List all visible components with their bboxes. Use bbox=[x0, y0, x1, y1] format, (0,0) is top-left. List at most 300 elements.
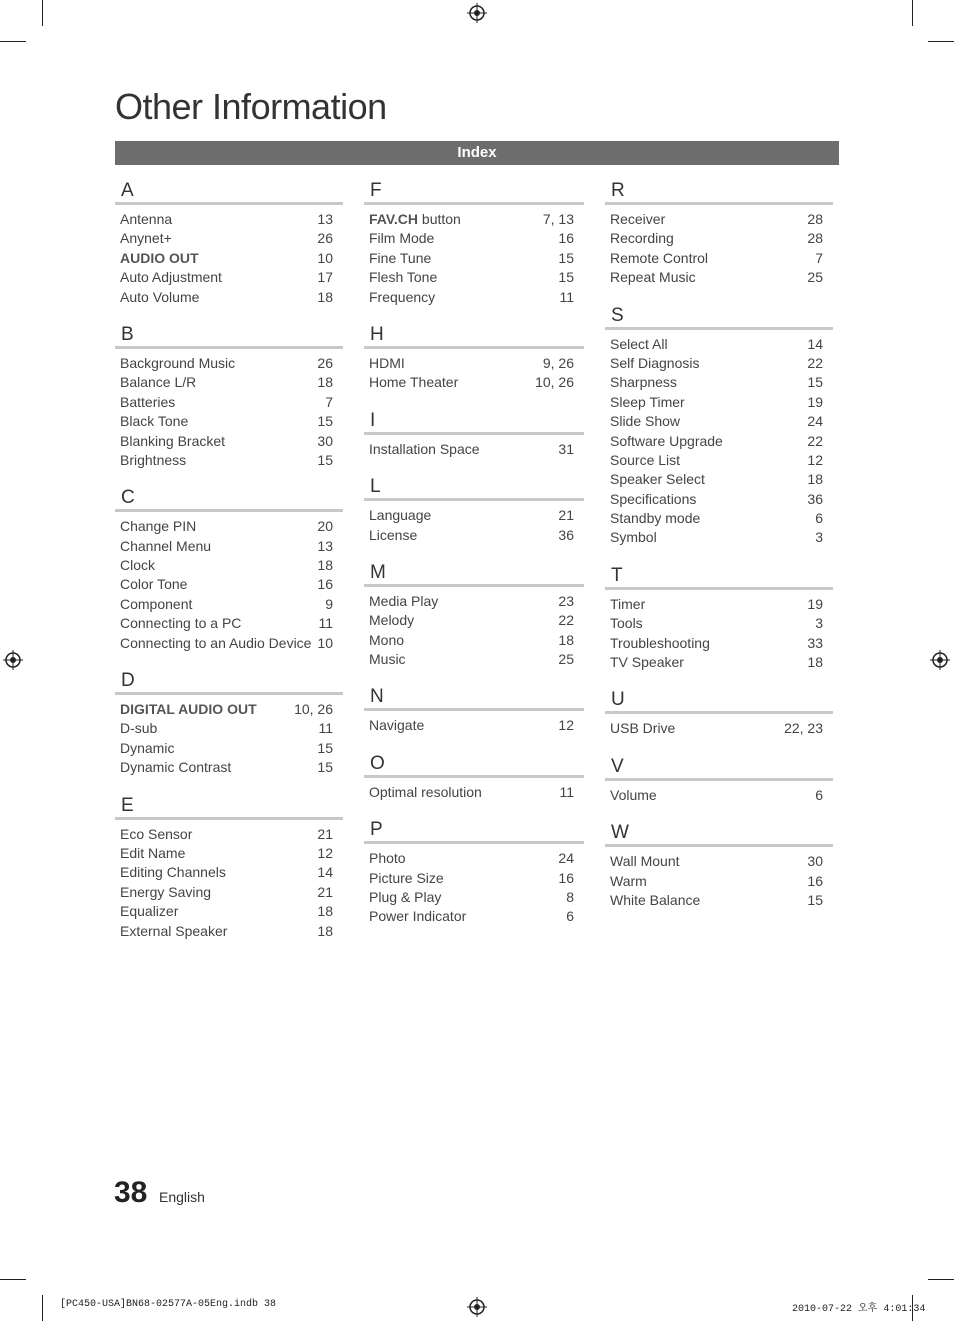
index-entry bbox=[605, 268, 833, 287]
index-entry bbox=[605, 210, 833, 229]
index-entry bbox=[364, 373, 584, 392]
index-entry bbox=[605, 653, 833, 672]
index-term-wrap bbox=[120, 844, 185, 863]
index-term-wrap bbox=[120, 517, 196, 536]
index-term-wrap bbox=[610, 852, 680, 871]
index-page-ref: 10 bbox=[317, 249, 333, 266]
index-entry bbox=[605, 373, 833, 392]
index-letter-heading: F bbox=[364, 180, 584, 205]
index-term: Volume bbox=[610, 786, 657, 803]
index-entry bbox=[115, 614, 343, 633]
index-letter-heading: W bbox=[605, 822, 833, 847]
crop-mark bbox=[928, 41, 954, 42]
index-letter-heading: T bbox=[605, 565, 833, 590]
index-term: License bbox=[369, 526, 418, 543]
index-term-wrap bbox=[369, 373, 458, 392]
index-page-ref: 28 bbox=[807, 230, 823, 247]
index-term-wrap bbox=[369, 249, 431, 268]
index-page-ref: 33 bbox=[807, 634, 823, 651]
index-group bbox=[364, 562, 584, 670]
index-term: Auto Adjustment bbox=[120, 269, 222, 286]
index-letter-heading: B bbox=[115, 324, 343, 349]
index-page-ref: 36 bbox=[807, 490, 823, 507]
index-page-ref: 15 bbox=[807, 374, 823, 391]
index-page-ref: 18 bbox=[317, 374, 333, 391]
index-entry bbox=[364, 783, 584, 802]
index-page-ref: 16 bbox=[807, 872, 823, 889]
index-group bbox=[364, 324, 584, 393]
index-page-ref: 18 bbox=[317, 903, 333, 920]
index-page-ref: 12 bbox=[558, 717, 574, 734]
index-term: Fine Tune bbox=[369, 249, 432, 266]
index-term: Home Theater bbox=[369, 374, 459, 391]
index-term: Batteries bbox=[120, 393, 176, 410]
index-term: Recording bbox=[610, 230, 674, 247]
index-page-ref: 13 bbox=[317, 211, 333, 227]
index-page-ref: 11 bbox=[559, 783, 574, 800]
index-entry bbox=[115, 883, 343, 902]
index-term-wrap bbox=[369, 354, 405, 373]
index-page-ref: 11 bbox=[318, 615, 333, 632]
index-term-wrap bbox=[120, 614, 241, 633]
index-page-ref: 28 bbox=[807, 211, 823, 227]
index-entry bbox=[605, 719, 833, 738]
index-term-wrap bbox=[369, 288, 435, 307]
index-term: Channel Menu bbox=[120, 537, 212, 554]
index-term-wrap bbox=[610, 719, 675, 738]
index-term-wrap bbox=[610, 393, 685, 412]
index-term-wrap bbox=[610, 528, 657, 547]
index-term-wrap bbox=[120, 595, 192, 614]
index-term: Balance L/R bbox=[120, 374, 197, 391]
index-page-ref: 15 bbox=[807, 891, 823, 908]
index-entry bbox=[364, 888, 584, 907]
index-term: HDMI bbox=[369, 354, 405, 371]
index-page-ref: 26 bbox=[317, 354, 333, 371]
index-term-wrap bbox=[369, 783, 482, 802]
index-term-wrap bbox=[120, 863, 226, 882]
index-page-ref: 21 bbox=[558, 507, 574, 524]
index-term-wrap bbox=[610, 614, 643, 633]
index-letter-heading: R bbox=[605, 180, 833, 205]
index-term-wrap bbox=[610, 432, 723, 451]
index-page-ref: 3 bbox=[815, 615, 823, 632]
index-column-2 bbox=[364, 180, 584, 944]
index-entry bbox=[605, 528, 833, 547]
index-term-wrap bbox=[369, 907, 466, 926]
index-entry bbox=[364, 229, 584, 248]
index-term-wrap bbox=[120, 354, 235, 373]
index-entry bbox=[364, 592, 584, 611]
index-group bbox=[605, 689, 833, 738]
index-entry bbox=[605, 393, 833, 412]
index-entry bbox=[605, 412, 833, 431]
index-page-ref: 13 bbox=[317, 537, 333, 554]
index-term-wrap bbox=[610, 634, 710, 653]
index-page-ref: 9 bbox=[325, 595, 333, 612]
index-term: White Balance bbox=[610, 891, 701, 908]
index-term: Flesh Tone bbox=[369, 269, 438, 286]
index-term: Sleep Timer bbox=[610, 393, 685, 410]
index-term: DIGITAL AUDIO OUT bbox=[120, 701, 257, 718]
index-term-wrap bbox=[120, 432, 225, 451]
index-entry bbox=[115, 288, 343, 307]
index-entry bbox=[605, 249, 833, 268]
index-letter-heading: I bbox=[364, 410, 584, 435]
index-entry bbox=[115, 634, 343, 653]
index-term-wrap bbox=[610, 653, 684, 672]
index-term-wrap bbox=[120, 719, 157, 738]
index-page-ref: 10, 26 bbox=[535, 374, 574, 391]
index-term: Specifications bbox=[610, 490, 697, 507]
index-page-ref: 31 bbox=[558, 440, 574, 457]
index-page-ref: 18 bbox=[807, 654, 823, 671]
index-page-ref: 6 bbox=[815, 510, 823, 527]
index-letter-heading: N bbox=[364, 686, 584, 711]
index-term: Clock bbox=[120, 557, 156, 574]
index-term: Receiver bbox=[610, 211, 666, 227]
index-entry bbox=[364, 506, 584, 525]
index-term: Language bbox=[369, 507, 432, 524]
index-term: Installation Space bbox=[369, 440, 480, 457]
index-term: FAV.CH bbox=[369, 211, 419, 227]
index-entry bbox=[605, 595, 833, 614]
index-page-ref: 19 bbox=[807, 393, 823, 410]
index-page-ref: 7, 13 bbox=[542, 211, 574, 227]
index-term-wrap bbox=[120, 825, 192, 844]
index-group bbox=[364, 753, 584, 802]
index-entry bbox=[115, 739, 343, 758]
index-letter-heading: U bbox=[605, 689, 833, 714]
index-term-wrap bbox=[369, 869, 444, 888]
index-page-ref: 7 bbox=[325, 393, 333, 410]
index-page-ref: 25 bbox=[807, 269, 823, 286]
index-page-ref: 36 bbox=[558, 526, 574, 543]
index-group bbox=[115, 795, 343, 941]
index-page-ref: 18 bbox=[558, 631, 574, 648]
index-term-wrap bbox=[610, 249, 708, 268]
index-term-wrap bbox=[120, 393, 175, 412]
index-page-ref: 18 bbox=[317, 557, 333, 574]
index-term-wrap bbox=[120, 451, 186, 470]
index-page-ref: 25 bbox=[558, 651, 574, 668]
index-term-wrap bbox=[369, 229, 434, 248]
index-entry bbox=[364, 526, 584, 545]
index-entry bbox=[115, 249, 343, 268]
index-term: TV Speaker bbox=[610, 654, 684, 671]
index-entry bbox=[364, 249, 584, 268]
index-entry bbox=[115, 922, 343, 941]
index-entry bbox=[364, 849, 584, 868]
index-entry bbox=[364, 210, 584, 229]
index-term: Antenna bbox=[120, 211, 173, 227]
index-entry bbox=[364, 268, 584, 287]
index-term: Media Play bbox=[369, 592, 439, 609]
index-entry bbox=[115, 700, 343, 719]
index-page-ref: 23 bbox=[558, 592, 574, 609]
index-term: Change PIN bbox=[120, 518, 197, 535]
index-page-ref: 21 bbox=[317, 825, 333, 842]
index-entry bbox=[605, 451, 833, 470]
index-term-wrap bbox=[120, 883, 211, 902]
index-term-wrap bbox=[369, 631, 404, 650]
index-group bbox=[605, 822, 833, 910]
index-group bbox=[605, 565, 833, 673]
index-entry bbox=[115, 537, 343, 556]
index-group bbox=[115, 670, 343, 778]
index-entry bbox=[605, 634, 833, 653]
index-page-ref: 22 bbox=[807, 432, 823, 449]
index-term-wrap bbox=[610, 595, 645, 614]
index-entry bbox=[605, 490, 833, 509]
index-term: Slide Show bbox=[610, 413, 681, 430]
index-term: Dynamic bbox=[120, 739, 175, 756]
index-entry bbox=[115, 825, 343, 844]
index-term: Frequency bbox=[369, 288, 436, 305]
index-column-3 bbox=[605, 180, 833, 927]
index-term-wrap bbox=[120, 373, 196, 392]
index-term: Software Upgrade bbox=[610, 432, 723, 449]
index-group bbox=[364, 819, 584, 927]
index-term-wrap bbox=[610, 412, 680, 431]
index-page-ref: 30 bbox=[807, 853, 823, 870]
index-term-wrap bbox=[120, 922, 227, 941]
index-term: Power Indicator bbox=[369, 908, 467, 925]
index-entry bbox=[605, 891, 833, 910]
index-term-wrap bbox=[120, 268, 222, 287]
index-entry bbox=[115, 412, 343, 431]
index-letter-heading: O bbox=[364, 753, 584, 778]
index-entry bbox=[605, 335, 833, 354]
index-letter-heading: M bbox=[364, 562, 584, 587]
index-group bbox=[115, 180, 343, 307]
index-page-ref: 14 bbox=[807, 335, 823, 352]
index-term-wrap bbox=[369, 210, 461, 229]
index-term-wrap bbox=[610, 451, 680, 470]
index-term-wrap bbox=[369, 592, 438, 611]
crop-mark bbox=[42, 1295, 43, 1321]
index-entry bbox=[364, 354, 584, 373]
index-entry bbox=[115, 451, 343, 470]
index-term-wrap bbox=[610, 490, 696, 509]
index-letter-heading: C bbox=[115, 487, 343, 512]
index-page-ref: 18 bbox=[317, 922, 333, 939]
index-column-1 bbox=[115, 180, 343, 958]
index-term: Optimal resolution bbox=[369, 783, 482, 800]
index-page-ref: 22 bbox=[807, 354, 823, 371]
index-page-ref: 19 bbox=[807, 595, 823, 612]
page-title: Other Information bbox=[115, 86, 387, 127]
index-term: Troubleshooting bbox=[610, 634, 710, 651]
index-term-wrap bbox=[120, 700, 257, 719]
index-term: Equalizer bbox=[120, 903, 179, 920]
index-term: Auto Volume bbox=[120, 288, 200, 305]
index-term-wrap bbox=[369, 506, 431, 525]
index-group bbox=[364, 180, 584, 307]
index-entry bbox=[115, 229, 343, 248]
index-term: Background Music bbox=[120, 354, 236, 371]
index-term: Photo bbox=[369, 850, 406, 867]
index-term-wrap bbox=[120, 575, 187, 594]
index-entry bbox=[364, 440, 584, 459]
index-page-ref: 15 bbox=[558, 269, 574, 286]
index-entry bbox=[115, 432, 343, 451]
index-term-wrap bbox=[369, 611, 414, 630]
registration-mark-icon bbox=[3, 650, 23, 670]
page-language: English bbox=[159, 1189, 205, 1205]
section-header-bar: Index bbox=[115, 141, 839, 165]
index-term-wrap bbox=[120, 634, 311, 653]
index-term: USB Drive bbox=[610, 720, 676, 737]
index-page-ref: 18 bbox=[807, 471, 823, 488]
index-group bbox=[364, 410, 584, 459]
index-term: Picture Size bbox=[369, 869, 444, 886]
registration-mark-icon bbox=[467, 3, 487, 23]
index-term-wrap bbox=[120, 556, 155, 575]
index-term: External Speaker bbox=[120, 922, 228, 939]
index-entry bbox=[115, 844, 343, 863]
index-group bbox=[364, 686, 584, 735]
index-entry bbox=[115, 595, 343, 614]
registration-mark-icon bbox=[930, 650, 950, 670]
index-term: Timer bbox=[610, 595, 646, 612]
crop-mark bbox=[928, 1279, 954, 1280]
index-term-wrap bbox=[610, 509, 700, 528]
index-page-ref: 12 bbox=[317, 844, 333, 861]
index-term-wrap bbox=[120, 412, 188, 431]
index-term-wrap bbox=[120, 739, 174, 758]
index-term: Navigate bbox=[369, 717, 425, 734]
index-page-ref: 16 bbox=[558, 230, 574, 247]
index-group bbox=[605, 305, 833, 548]
index-term: Connecting to an Audio Device bbox=[120, 634, 312, 651]
print-slug-file: [PC450-USA]BN68-02577A-05Eng.indb 38 bbox=[60, 1299, 277, 1310]
index-entry bbox=[115, 556, 343, 575]
index-group bbox=[605, 756, 833, 805]
index-term-wrap bbox=[369, 650, 406, 669]
index-term-wrap bbox=[610, 891, 700, 910]
index-entry bbox=[605, 432, 833, 451]
index-term: D-sub bbox=[120, 720, 158, 737]
index-term-wrap bbox=[610, 335, 668, 354]
index-entry bbox=[605, 872, 833, 891]
index-term: Speaker Select bbox=[610, 471, 705, 488]
index-page-ref: 16 bbox=[558, 869, 574, 886]
index-entry bbox=[605, 229, 833, 248]
index-letter-heading: P bbox=[364, 819, 584, 844]
index-term-wrap bbox=[120, 537, 211, 556]
index-page-ref: 22 bbox=[558, 612, 574, 629]
index-page-ref: 26 bbox=[317, 230, 333, 247]
index-term-wrap bbox=[369, 268, 437, 287]
crop-mark bbox=[0, 1279, 26, 1280]
index-entry bbox=[605, 354, 833, 373]
index-page-ref: 18 bbox=[317, 288, 333, 305]
index-term-wrap bbox=[610, 268, 696, 287]
index-page-ref: 11 bbox=[559, 288, 574, 305]
index-term-wrap bbox=[610, 872, 647, 891]
index-page-ref: 15 bbox=[558, 249, 574, 266]
index-letter-heading: S bbox=[605, 305, 833, 330]
index-page-ref: 15 bbox=[317, 739, 333, 756]
index-entry bbox=[605, 786, 833, 805]
index-term: Anynet+ bbox=[120, 230, 172, 247]
index-term: Mono bbox=[369, 631, 405, 648]
index-term: Remote Control bbox=[610, 249, 709, 266]
index-page-ref: 15 bbox=[317, 759, 333, 776]
index-term: Sharpness bbox=[610, 374, 677, 391]
index-entry bbox=[115, 354, 343, 373]
index-term: Music bbox=[369, 651, 406, 668]
index-entry bbox=[605, 509, 833, 528]
index-term: Film Mode bbox=[369, 230, 435, 247]
index-entry bbox=[115, 719, 343, 738]
index-term: Energy Saving bbox=[120, 883, 212, 900]
index-term-wrap bbox=[610, 373, 677, 392]
index-term-wrap bbox=[610, 210, 665, 229]
index-term: Repeat Music bbox=[610, 269, 696, 286]
index-entry bbox=[364, 907, 584, 926]
index-term-wrap bbox=[120, 902, 178, 921]
index-entry bbox=[364, 869, 584, 888]
index-term-wrap bbox=[610, 354, 700, 373]
index-term: Plug & Play bbox=[369, 889, 442, 906]
index-page-ref: 22, 23 bbox=[784, 720, 823, 737]
index-term-wrap bbox=[369, 716, 424, 735]
index-entry bbox=[364, 716, 584, 735]
index-page-ref: 10, 26 bbox=[294, 701, 333, 718]
index-group bbox=[115, 487, 343, 653]
index-term-wrap bbox=[610, 470, 705, 489]
index-entry bbox=[115, 268, 343, 287]
index-term-wrap bbox=[369, 526, 417, 545]
crop-mark bbox=[42, 0, 43, 26]
index-entry bbox=[364, 631, 584, 650]
index-term: Warm bbox=[610, 872, 647, 889]
index-entry bbox=[115, 393, 343, 412]
index-page-ref: 16 bbox=[317, 576, 333, 593]
index-entry bbox=[364, 650, 584, 669]
crop-mark bbox=[0, 41, 26, 42]
index-letter-heading: V bbox=[605, 756, 833, 781]
print-slug-timestamp: 2010-07-22 오후 4:01:34 bbox=[792, 1304, 926, 1315]
index-term: Brightness bbox=[120, 451, 187, 468]
index-letter-heading: H bbox=[364, 324, 584, 349]
index-term: Tools bbox=[610, 615, 643, 632]
index-letter-heading: D bbox=[115, 670, 343, 695]
index-term: Dynamic Contrast bbox=[120, 759, 232, 776]
index-term: Wall Mount bbox=[610, 853, 680, 870]
index-term: Symbol bbox=[610, 529, 657, 546]
index-group bbox=[605, 180, 833, 288]
index-entry bbox=[115, 575, 343, 594]
index-term: Self Diagnosis bbox=[610, 354, 700, 371]
index-term: Melody bbox=[369, 612, 415, 629]
crop-mark bbox=[912, 0, 913, 26]
index-page-ref: 24 bbox=[558, 850, 574, 867]
index-term: Edit Name bbox=[120, 844, 186, 861]
index-page-ref: 14 bbox=[317, 864, 333, 881]
index-group bbox=[364, 476, 584, 545]
index-entry bbox=[115, 373, 343, 392]
index-term-wrap bbox=[120, 210, 172, 229]
index-entry bbox=[364, 611, 584, 630]
index-term-wrap bbox=[120, 249, 199, 268]
index-entry bbox=[605, 614, 833, 633]
index-term: Source List bbox=[610, 451, 681, 468]
index-term: Editing Channels bbox=[120, 864, 226, 881]
index-term-suffix: button bbox=[418, 211, 461, 227]
